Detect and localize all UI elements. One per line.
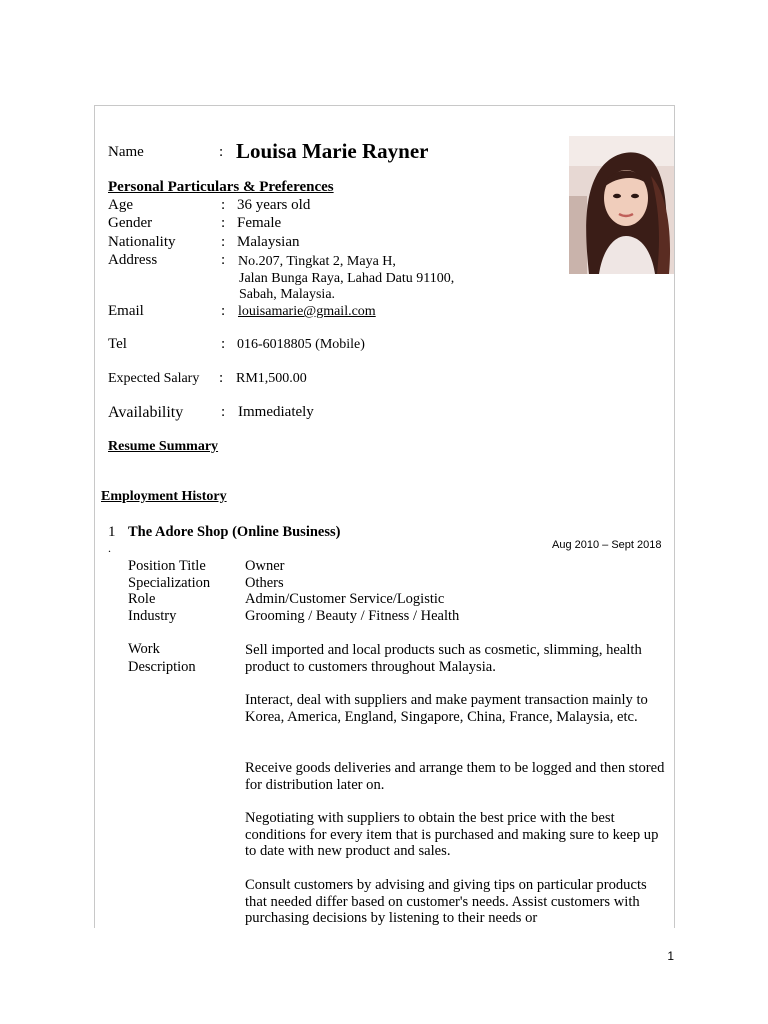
tel-label: Tel [108,336,127,352]
gender-value: Female [237,215,282,231]
work-description-label-2: Description [128,659,196,675]
job-company: The Adore Shop (Online Business) [128,524,341,540]
address-separator: : [221,252,226,268]
employment-heading: Employment History [101,489,227,504]
position-value: Owner [245,558,285,574]
availability-label: Availability [108,404,184,421]
availability-value: Immediately [238,404,314,420]
email-label: Email [108,303,144,319]
work-description-paragraph: Interact, deal with suppliers and make payment transaction mainly to Korea, America, England, Singapore, China, France, Malaysia, etc. [245,692,648,725]
address-line-2: Jalan Bunga Raya, Lahad Datu 91100, [239,271,455,286]
specialization-label: Specialization [128,575,211,591]
full-name: Louisa Marie Rayner [236,139,429,163]
work-description-paragraph: Consult customers by advising and giving tips on particular products that needed differ based on customer's needs. Assist customers with purchasing decisions by listening to their needs or [245,877,647,927]
address-line-3: Sabah, Malaysia. [239,287,336,302]
salary-separator: : [219,370,224,386]
work-description-label-1: Work [128,641,160,657]
age-separator: : [221,197,226,213]
name-separator: : [219,144,224,160]
salary-label: Expected Salary [108,371,200,386]
gender-separator: : [221,215,226,231]
nationality-value: Malaysian [237,234,300,250]
personal-heading: Personal Particulars & Preferences [108,179,334,195]
tel-separator: : [221,336,226,352]
work-description-paragraph: Negotiating with suppliers to obtain the best price with the best conditions for every item that is purchased and making sure to keep up to date with new product and sales. [245,810,659,860]
nationality-separator: : [221,234,226,250]
industry-label: Industry [128,608,177,624]
email-link[interactable]: louisamarie@gmail.com [238,304,376,319]
role-value: Admin/Customer Service/Logistic [245,591,445,607]
profile-photo [569,136,674,274]
address-line-1: No.207, Tingkat 2, Maya H, [238,254,396,269]
job-number: 1 [108,524,116,540]
work-description-paragraph: Receive goods deliveries and arrange them to be logged and then stored for distribution later on. [245,760,665,793]
tel-value: 016-6018805 (Mobile) [237,337,365,352]
job-number-dot: . [108,541,111,555]
position-label: Position Title [128,558,206,574]
age-label: Age [108,197,133,213]
availability-separator: : [221,404,226,420]
industry-value: Grooming / Beauty / Fitness / Health [245,608,460,624]
portrait-image [569,136,674,274]
address-label: Address [108,252,158,268]
resume-summary-heading: Resume Summary [108,439,219,454]
specialization-value: Others [245,575,284,591]
age-value: 36 years old [237,197,311,213]
salary-value: RM1,500.00 [236,371,307,386]
nationality-label: Nationality [108,234,176,250]
work-description-paragraph: Sell imported and local products such as cosmetic, slimming, health product to customers throughout Malaysia. [245,642,642,675]
gender-label: Gender [108,215,153,231]
job-period: Aug 2010 – Sept 2018 [552,539,662,551]
page-number: 1 [667,949,674,963]
name-label: Name [108,144,144,160]
role-label: Role [128,591,156,607]
email-separator: : [221,303,226,319]
